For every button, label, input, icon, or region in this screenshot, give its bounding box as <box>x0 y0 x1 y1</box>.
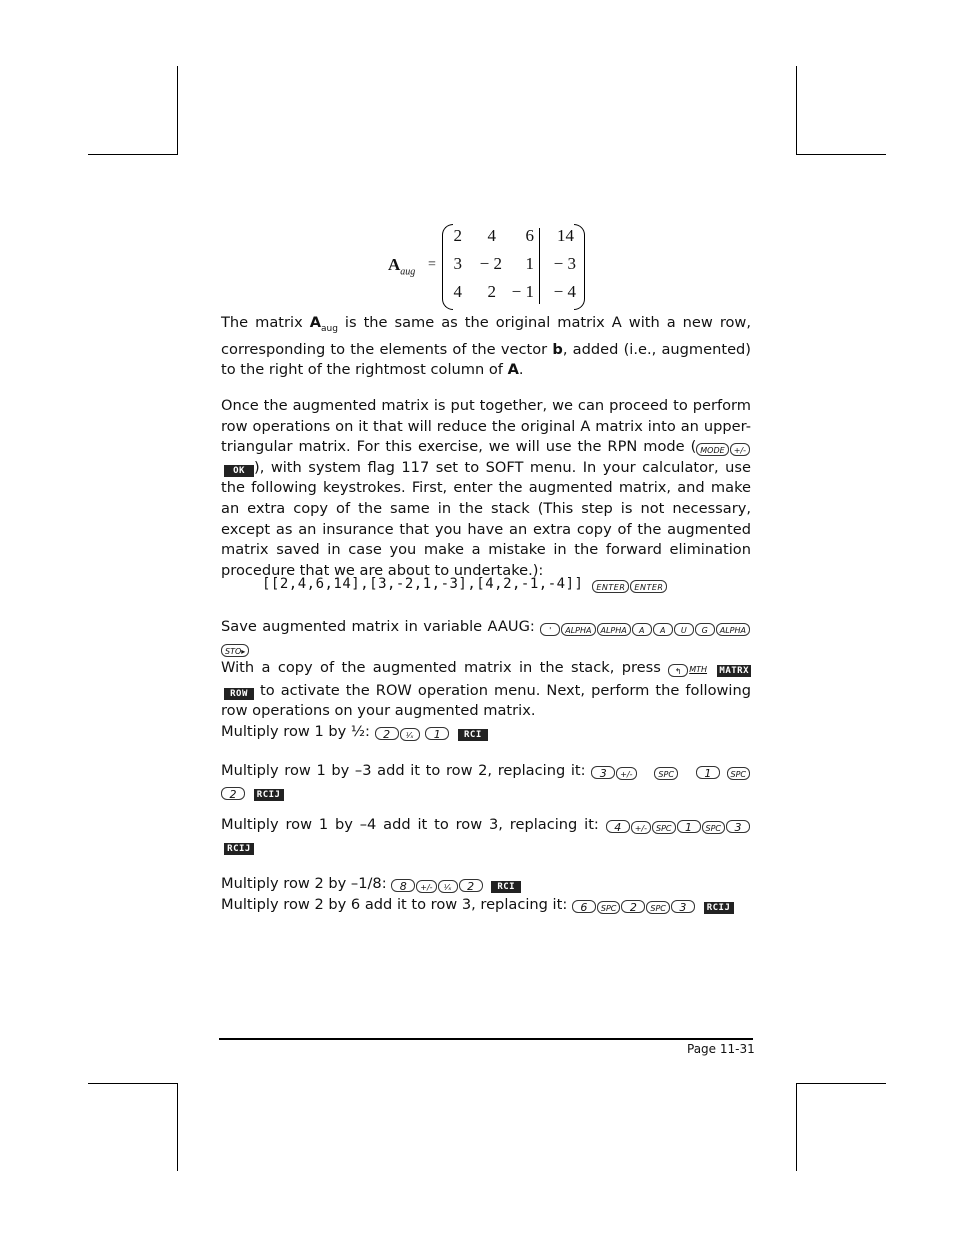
matrix-cell: 3 <box>453 254 462 273</box>
key-1[interactable]: 1 <box>696 766 720 779</box>
key-1[interactable]: 1 <box>425 727 449 740</box>
sto-key[interactable]: STO▸ <box>221 644 249 657</box>
key-6[interactable]: 6 <box>572 900 596 913</box>
key-2[interactable]: 2 <box>375 727 399 740</box>
matrix-cell: 2 <box>487 282 496 301</box>
matrix-cell: − 3 <box>553 254 576 273</box>
matrix-entry-command: [[2,4,6,14],[3,-2,1,-3],[4,2,-1,-4]] ENTER ENTER <box>262 576 668 593</box>
enter-key[interactable]: ENTER <box>592 580 629 593</box>
matrix-cell: − 2 <box>479 254 502 273</box>
matrix-cell: 4 <box>453 282 462 301</box>
paragraph-row-operations: With a copy of the augmented matrix in the stack, press ↰ MTH MATRXROW to activate the ROW operation menu. Next, perform the following row operations on your augmented matrix. Multiply row 1 by ½: 2 ¹⁄ₓ 1 RCI <box>221 659 751 741</box>
inverse-key[interactable]: ¹⁄ₓ <box>438 880 458 893</box>
rcij-softkey[interactable]: RCIJ <box>704 902 734 914</box>
mode-key[interactable]: MODE <box>696 443 728 456</box>
crop-mark-bl-v <box>177 1083 178 1171</box>
key-3[interactable]: 3 <box>671 900 695 913</box>
matrix-cell: − 4 <box>553 282 576 301</box>
save-instruction: Save augmented matrix in variable AAUG: ' ALPHA ALPHA A A U G ALPHA STO▸ <box>221 617 751 658</box>
matrix-cell: − 1 <box>511 282 534 301</box>
tick-key[interactable]: ' <box>540 623 560 636</box>
alpha-key[interactable]: ALPHA <box>561 623 595 636</box>
crop-mark-tr-h <box>796 154 886 155</box>
key-2[interactable]: 2 <box>221 787 245 800</box>
matrix-cell: 2 <box>453 226 462 245</box>
step-2: Multiply row 1 by –3 add it to row 2, replacing it: 3 +/- SPC 1 SPC2 RCIJ <box>221 761 751 802</box>
inverse-key[interactable]: ¹⁄ₓ <box>400 728 420 741</box>
crop-mark-tl-h <box>88 154 178 155</box>
spc-key[interactable]: SPC <box>646 901 670 914</box>
plus-minus-key[interactable]: +/- <box>631 821 651 834</box>
key-4[interactable]: 4 <box>606 820 630 833</box>
key-3[interactable]: 3 <box>591 766 615 779</box>
paragraph-procedure: Once the augmented matrix is put together, we can proceed to perform row operations on it that will reduce the original A matrix into an upper-triangular matrix. For this exercise, we will use the RPN mode ( MODE +/-OK ), with system flag 117 set to SOFT menu. In your calculator, use the following keystrokes. First, enter the augmented matrix, and make an extra copy of the same in the stack (This step is not necessary, except as an insurance that you have an extra copy of the augmented matrix saved in case you make a mistake in the forward elimination procedure that we are about to undertake.): <box>221 397 751 579</box>
plus-minus-key[interactable]: +/- <box>730 443 750 456</box>
u-key[interactable]: U <box>674 623 694 636</box>
spc-key[interactable]: SPC <box>654 767 678 780</box>
crop-mark-br-h <box>796 1083 886 1084</box>
plus-minus-key[interactable]: +/- <box>616 767 636 780</box>
crop-mark-br-v <box>796 1083 797 1171</box>
rci-softkey[interactable]: RCI <box>458 729 488 741</box>
crop-mark-bl-h <box>88 1083 178 1084</box>
left-shift-key[interactable]: ↰ <box>668 664 688 677</box>
matrix-lhs: $A_{aug}$ <box>388 255 416 278</box>
plus-minus-key[interactable]: +/- <box>416 880 436 893</box>
key-2[interactable]: 2 <box>621 900 645 913</box>
steps-4-5 <box>221 874 751 915</box>
spc-key[interactable]: SPC <box>597 901 621 914</box>
mth-label: MTH <box>689 665 708 674</box>
step-5: Multiply row 2 by 6 add it to row 3, replacing it: 6 SPC 2 SPC 3 RCIJ <box>221 895 751 916</box>
ok-softkey[interactable]: OK <box>224 465 254 477</box>
augmented-matrix-equation <box>388 224 588 310</box>
spc-key[interactable]: SPC <box>727 767 751 780</box>
row-softkey[interactable]: ROW <box>224 688 254 700</box>
matrix-cell: 6 <box>525 226 534 245</box>
rcij-softkey[interactable]: RCIJ <box>254 789 284 801</box>
augment-bar <box>539 228 540 304</box>
step-1: Multiply row 1 by ½: 2 ¹⁄ₓ 1 RCI <box>221 722 751 743</box>
matrix-cell: 14 <box>557 226 574 245</box>
matrx-softkey[interactable]: MATRX <box>719 666 749 676</box>
crop-mark-tl-v <box>177 66 178 154</box>
paragraph-augmented-description: The matrix $A_{aug}$ is the same as the original matrix A with a new row, corresponding to the elements of the vector b, added (i.e., augmented) to the right of the rightmost column of A. <box>221 314 751 379</box>
a-key[interactable]: A <box>632 623 652 636</box>
equals-sign: = <box>428 257 436 272</box>
key-8[interactable]: 8 <box>391 879 415 892</box>
rcij-softkey[interactable]: RCIJ <box>224 843 254 855</box>
a-key[interactable]: A <box>653 623 673 636</box>
matrix-cell: 1 <box>525 254 534 273</box>
page-number: Page 11-31 <box>687 1042 755 1056</box>
step-4: Multiply row 2 by –1/8: 8 +/- ¹⁄ₓ 2 RCI <box>221 874 751 895</box>
spc-key[interactable]: SPC <box>652 821 676 834</box>
key-2[interactable]: 2 <box>459 879 483 892</box>
crop-mark-tr-v <box>796 66 797 154</box>
g-key[interactable]: G <box>695 623 715 636</box>
enter-key[interactable]: ENTER <box>630 580 667 593</box>
spc-key[interactable]: SPC <box>702 821 726 834</box>
alpha-key[interactable]: ALPHA <box>716 623 750 636</box>
key-3[interactable]: 3 <box>726 820 750 833</box>
footer-rule <box>219 1038 753 1040</box>
step-3: Multiply row 1 by –4 add it to row 3, replacing it: 4 +/- SPC 1 SPC 3RCIJ <box>221 815 751 856</box>
matrix-cell: 4 <box>487 226 496 245</box>
rci-softkey[interactable]: RCI <box>491 881 521 893</box>
alpha-key[interactable]: ALPHA <box>597 623 631 636</box>
key-1[interactable]: 1 <box>677 820 701 833</box>
